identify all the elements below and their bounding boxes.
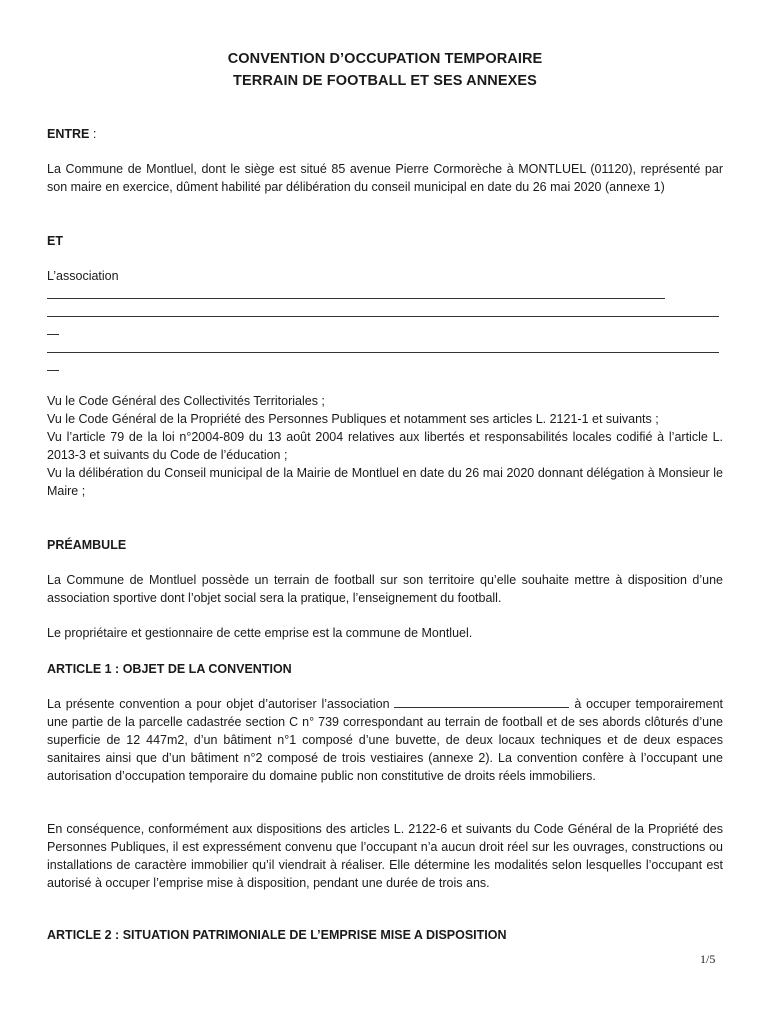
entre-paragraph: La Commune de Montluel, dont le siège est situé 85 avenue Pierre Cormorèche à MONTLUEL (01120), représenté par son maire en exercice, dûment habilité par délibération du conseil municipal en date du 26 mai 2020 (annexe 1) xyxy=(47,162,723,194)
entre-suffix: : xyxy=(89,127,97,141)
article1-heading: ARTICLE 1 : OBJET DE LA CONVENTION xyxy=(47,662,292,676)
association-blank-line-3-continuation xyxy=(47,370,59,371)
document-title-line1: CONVENTION D’OCCUPATION TEMPORAIRE xyxy=(227,51,543,67)
association-blank-line-2-continuation xyxy=(47,334,59,335)
preambule-paragraph-1: La Commune de Montluel possède un terrain de football sur son territoire qu’elle souhaite mettre à disposition d’une association sportive dont l’objet social sera la pratique, l’enseignement du football. xyxy=(47,573,723,605)
article2-heading: ARTICLE 2 : SITUATION PATRIMONIALE DE L’EMPRISE MISE A DISPOSITION xyxy=(47,928,507,942)
document-title-line2: TERRAIN DE FOOTBALL ET SES ANNEXES xyxy=(233,73,537,89)
entre-label: ENTRE xyxy=(47,127,90,141)
association-blank-line-3 xyxy=(47,352,719,353)
association-name-blank xyxy=(394,696,569,708)
vu-item: Vu l’article 79 de la loi n°2004-809 du 13 août 2004 relatives aux libertés et responsabilités locales codifié à l’article L. 2013-3 et suivants du Code de l’éducation ; xyxy=(47,430,723,462)
article1-p1-end: à occuper temporairement une partie de la parcelle cadastrée section C n° 739 correspondant au terrain de football et de ses abords clôturés d’une superficie de 12 447m2, d’un bâtiment n°1 composé d’une buvette, de deux locaux techniques et de deux espaces sanitaires ainsi que d’un bâtiment n°2 composé de trois vestiaires (annexe 2). La convention confère à l’occupant une autorisation d’occupation temporaire du domaine public non constitutive de droits réels immobiliers. xyxy=(47,697,724,783)
vu-item: Vu la délibération du Conseil municipal de la Mairie de Montluel en date du 26 mai 2020 donnant délégation à Monsieur le Maire ; xyxy=(47,466,723,498)
entre-heading xyxy=(47,125,723,143)
page-number: 1/5 xyxy=(700,952,716,966)
preambule-heading: PRÉAMBULE xyxy=(47,538,127,552)
association-blank-line-2 xyxy=(47,316,719,317)
vu-item: Vu le Code Général de la Propriété des Personnes Publiques et notamment ses articles L. 2121-1 et suivants ; xyxy=(47,412,659,426)
association-label: L’association xyxy=(47,269,119,283)
article1-paragraph-1 xyxy=(47,695,723,785)
preambule-paragraph-2: Le propriétaire et gestionnaire de cette emprise est la commune de Montluel. xyxy=(47,626,473,640)
article1-paragraph-2: En conséquence, conformément aux dispositions des articles L. 2122-6 et suivants du Code Général de la Propriété des Personnes Publiques, il est expressément convenu que l’occupant n’a aucun droit réel sur les ouvrages, constructions ou installations de caractère immobilier qu’il viendrait à réaliser. Elle détermine les modalités selon lesquelles l’occupant est autorisé à occuper l’emprise mise à disposition, pendant une durée de trois ans. xyxy=(47,822,723,890)
et-heading: ET xyxy=(47,234,63,248)
vu-list xyxy=(47,392,723,500)
association-blank-line-1 xyxy=(47,298,665,299)
vu-item: Vu le Code Général des Collectivités Territoriales ; xyxy=(47,394,325,408)
article1-p1-start: La présente convention a pour objet d’autoriser l’association xyxy=(47,697,390,711)
